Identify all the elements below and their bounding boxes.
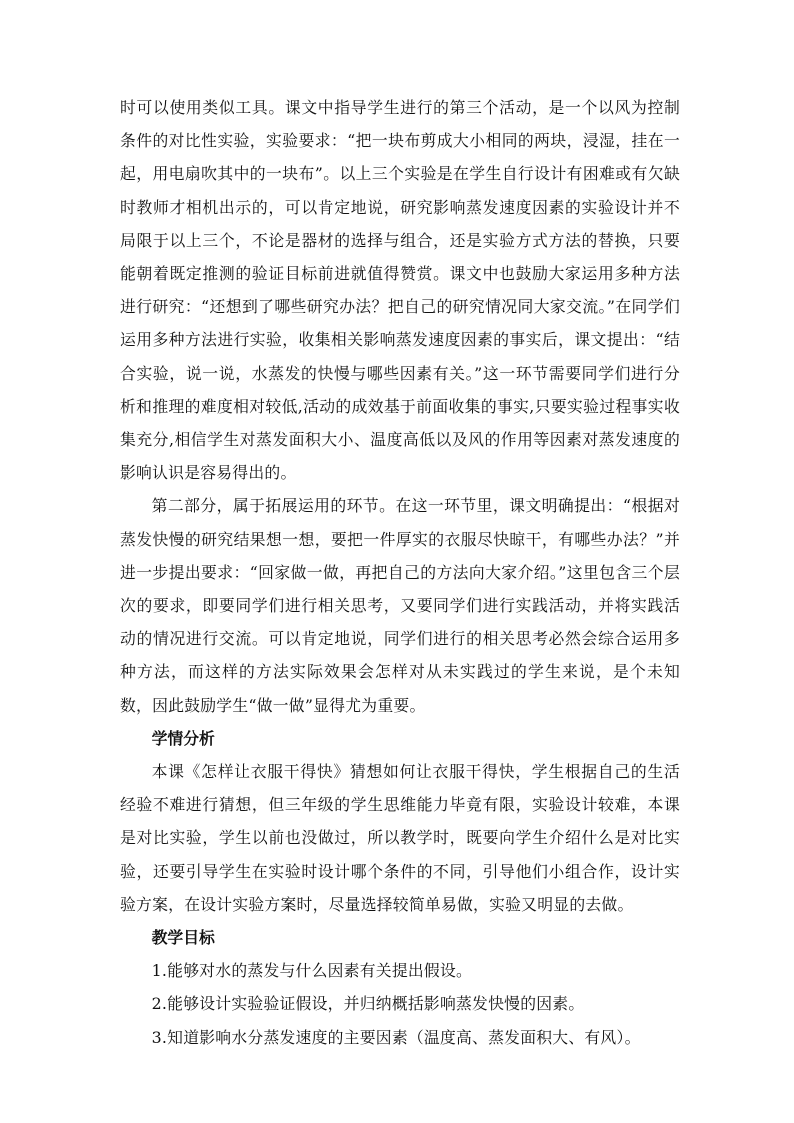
paragraph-experiments: 时可以使用类似工具。课文中指导学生进行的第三个活动，是一个以风为控制条件的对比性实验，实验要求：“把一块布剪成大小相同的两块，浸湿，挂在一起，用电扇吹其中的一块布”。以上三个实验是在学生自行设计有困难或有欠缺时教师才相机出示的，可以肯定地说，研究影响蒸发速度因素的实验设计并不局限于以上三个，不论是器材的选择与组合，还是实验方式方法的替换，只要能朝着既定推测的验证目标前进就值得赞赏。课文中也鼓励大家运用多种方法进行研究：“还想到了哪些研究办法？把自己的研究情况同大家交流。”在同学们运用多种方法进行实验，收集相关影响蒸发速度因素的事实后，课文提出：“结合实验，说一说，水蒸发的快慢与哪些因素有关。”这一环节需要同学们进行分析和推理的难度相对较低,活动的成效基于前面收集的事实,只要实验过程事实收集充分,相信学生对蒸发面积大小、温度高低以及风的作用等因素对蒸发速度的影响认识是容易得出的。 <box>120 98 680 483</box>
list-item-goal-1: 1.能够对水的蒸发与什么因素有关提出假设。 <box>151 961 473 981</box>
paragraph-student-analysis: 本课《怎样让衣服干得快》猜想如何让衣服干得快，学生根据自己的生活经验不难进行猜想，但三年级的学生思维能力毕竟有限，实验设计较难，本课是对比实验，学生以前也没做过，所以教学时，既要向学生介绍什么是对比实验，还要引导学生在实验时设计哪个条件的不同，引导他们小组合作，设计实验方案，在设计实验方案时，尽量选择较简单易做，实验又明显的去做。 <box>120 762 680 914</box>
paragraph-extension: 第二部分，属于拓展运用的环节。在这一环节里，课文明确提出：“根据对蒸发快慢的研究结果想一想，要把一件厚实的衣服尽快晾干，有哪些办法？”并进一步提出要求：“回家做一做，再把自己的方法向大家介绍。”这里包含三个层次的要求，即要同学们进行相关思考，又要同学们进行实践活动，并将实践活动的情况进行交流。可以肯定地说，同学们进行的相关思考必然会综合运用多种方法，而这样的方法实际效果会怎样对从未实践过的学生来说，是个未知数，因此鼓励学生“做一做”显得尤为重要。 <box>120 496 680 715</box>
heading-student-analysis: 学情分析 <box>151 728 215 748</box>
heading-teaching-goals: 教学目标 <box>151 928 215 948</box>
list-item-goal-3: 3.知道影响水分蒸发速度的主要因素（温度高、蒸发面积大、有风）。 <box>151 1027 641 1047</box>
list-item-goal-2: 2.能够设计实验验证假设，并归纳概括影响蒸发快慢的因素。 <box>151 994 585 1014</box>
